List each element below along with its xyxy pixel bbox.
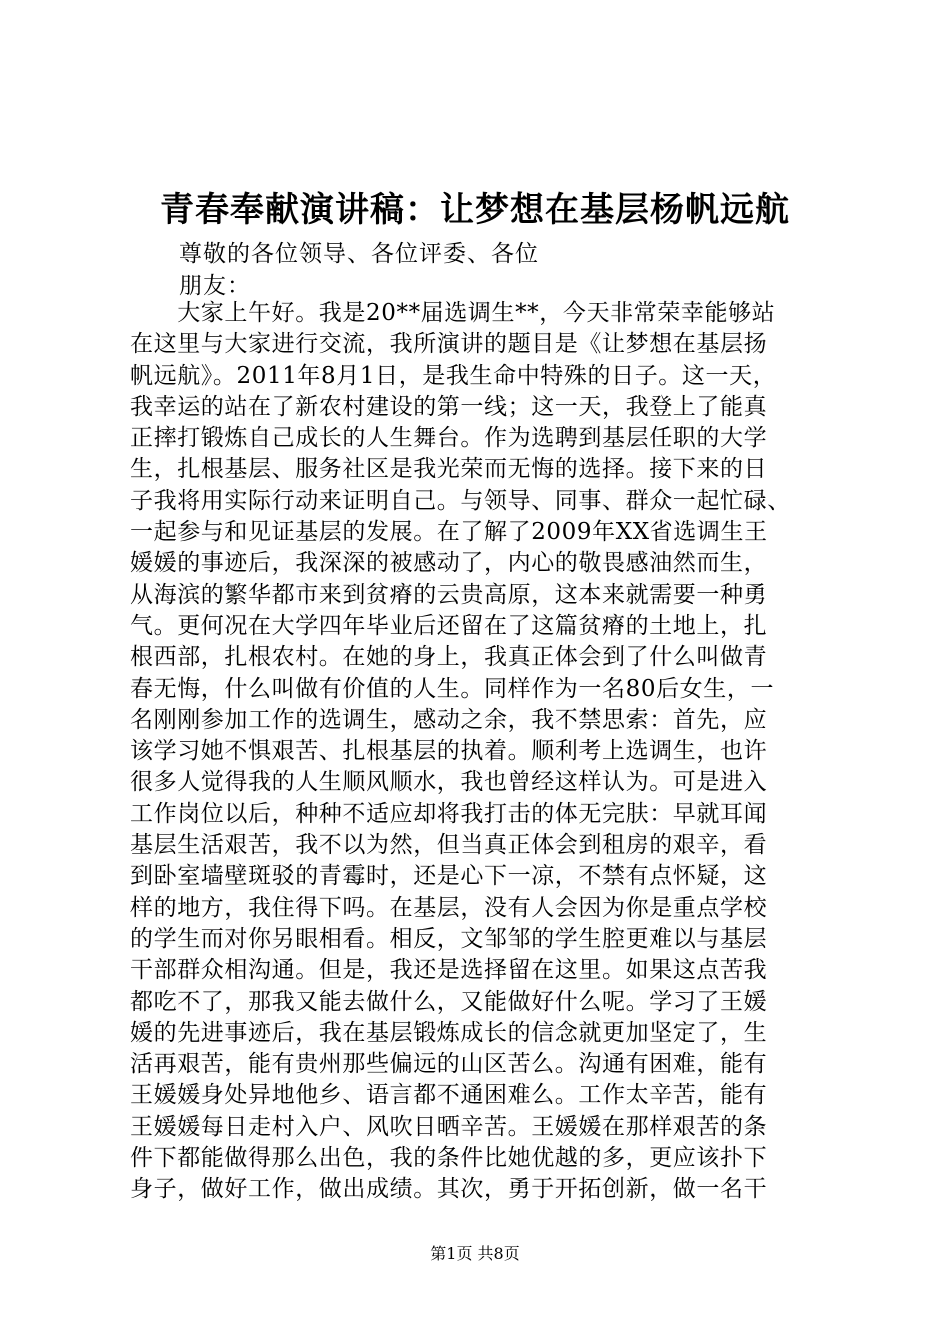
body-line: 大家上午好。我是20**届选调生**，今天非常荣幸能够站 bbox=[130, 300, 776, 326]
body-line: 很多人觉得我的人生顺风顺水，我也曾经这样认为。可是进入 bbox=[130, 769, 768, 796]
body-line: 生，扎根基层、服务社区是我光荣而无悔的选择。接下来的日 bbox=[130, 456, 768, 483]
body-line: 身子，做好工作，做出成绩。其次，勇于开拓创新，做一名干 bbox=[130, 1176, 768, 1203]
body-line: 的学生而对你另眼相看。相反，文邹邹的学生腔更难以与基层 bbox=[130, 925, 768, 952]
body-line: 件下都能做得那么出色，我的条件比她优越的多，更应该扑下 bbox=[130, 1145, 768, 1172]
body-line: 干部群众相沟通。但是，我还是选择留在这里。如果这点苦我 bbox=[130, 957, 768, 984]
body-line: 正摔打锻炼自己成长的人生舞台。作为选聘到基层任职的大学 bbox=[130, 425, 768, 452]
page-footer: 第1页 共8页 bbox=[430, 1244, 520, 1263]
body-line: 媛媛的事迹后，我深深的被感动了，内心的敬畏感油然而生， bbox=[130, 550, 768, 577]
body-line: 气。更何况在大学四年毕业后还留在了这篇贫瘠的土地上，扎 bbox=[130, 612, 768, 639]
body-line: 春无悔，什么叫做有价值的人生。同样作为一名80后女生，一 bbox=[130, 675, 775, 702]
body-line: 帆远航》。2011年8月1日，是我生命中特殊的日子。这一天， bbox=[130, 362, 777, 389]
body-line: 该学习她不惧艰苦、扎根基层的执着。顺利考上选调生，也许 bbox=[130, 738, 768, 765]
body-line: 名刚刚参加工作的选调生，感动之余，我不禁思索：首先，应 bbox=[130, 706, 768, 733]
body-line: 到卧室墙壁斑驳的青霉时，还是心下一凉，不禁有点怀疑，这 bbox=[130, 863, 768, 890]
salutation-line: 朋友： bbox=[179, 273, 251, 299]
body-text bbox=[130, 298, 830, 1206]
body-line: 都吃不了，那我又能去做什么，又能做好什么呢。学习了王媛 bbox=[130, 988, 768, 1015]
body-line: 媛的先进事迹后，我在基层锻炼成长的信念就更加坚定了，生 bbox=[130, 1019, 768, 1046]
body-line: 活再艰苦，能有贵州那些偏远的山区苦么。沟通有困难，能有 bbox=[130, 1051, 768, 1078]
body-line: 王媛媛每日走村入户、风吹日晒辛苦。王媛媛在那样艰苦的条 bbox=[130, 1113, 768, 1140]
body-line: 工作岗位以后，种种不适应却将我打击的体无完肤：早就耳闻 bbox=[130, 800, 768, 827]
body-line: 根西部，扎根农村。在她的身上，我真正体会到了什么叫做青 bbox=[130, 644, 768, 671]
body-line: 子我将用实际行动来证明自己。与领导、同事、群众一起忙碌、 bbox=[130, 487, 791, 514]
body-line: 基层生活艰苦，我不以为然，但当真正体会到租房的艰辛，看 bbox=[130, 832, 768, 859]
body-line: 一起参与和见证基层的发展。在了解了2009年XX省选调生王 bbox=[130, 519, 768, 546]
body-line: 样的地方，我住得下吗。在基层，没有人会因为你是重点学校 bbox=[130, 894, 768, 921]
body-line: 从海滨的繁华都市来到贫瘠的云贵高原，这本来就需要一种勇 bbox=[130, 581, 768, 608]
body-line: 王媛媛身处异地他乡、语言都不通困难么。工作太辛苦，能有 bbox=[130, 1082, 768, 1109]
document-title: 青春奉献演讲稿：让梦想在基层杨帆远航 bbox=[160, 190, 790, 230]
salutation bbox=[179, 238, 539, 302]
body-line: 在这里与大家进行交流，我所演讲的题目是《让梦想在基层扬 bbox=[130, 331, 768, 358]
body-line: 我幸运的站在了新农村建设的第一线；这一天，我登上了能真 bbox=[130, 393, 768, 420]
salutation-line: 尊敬的各位领导、各位评委、各位 bbox=[179, 241, 539, 267]
